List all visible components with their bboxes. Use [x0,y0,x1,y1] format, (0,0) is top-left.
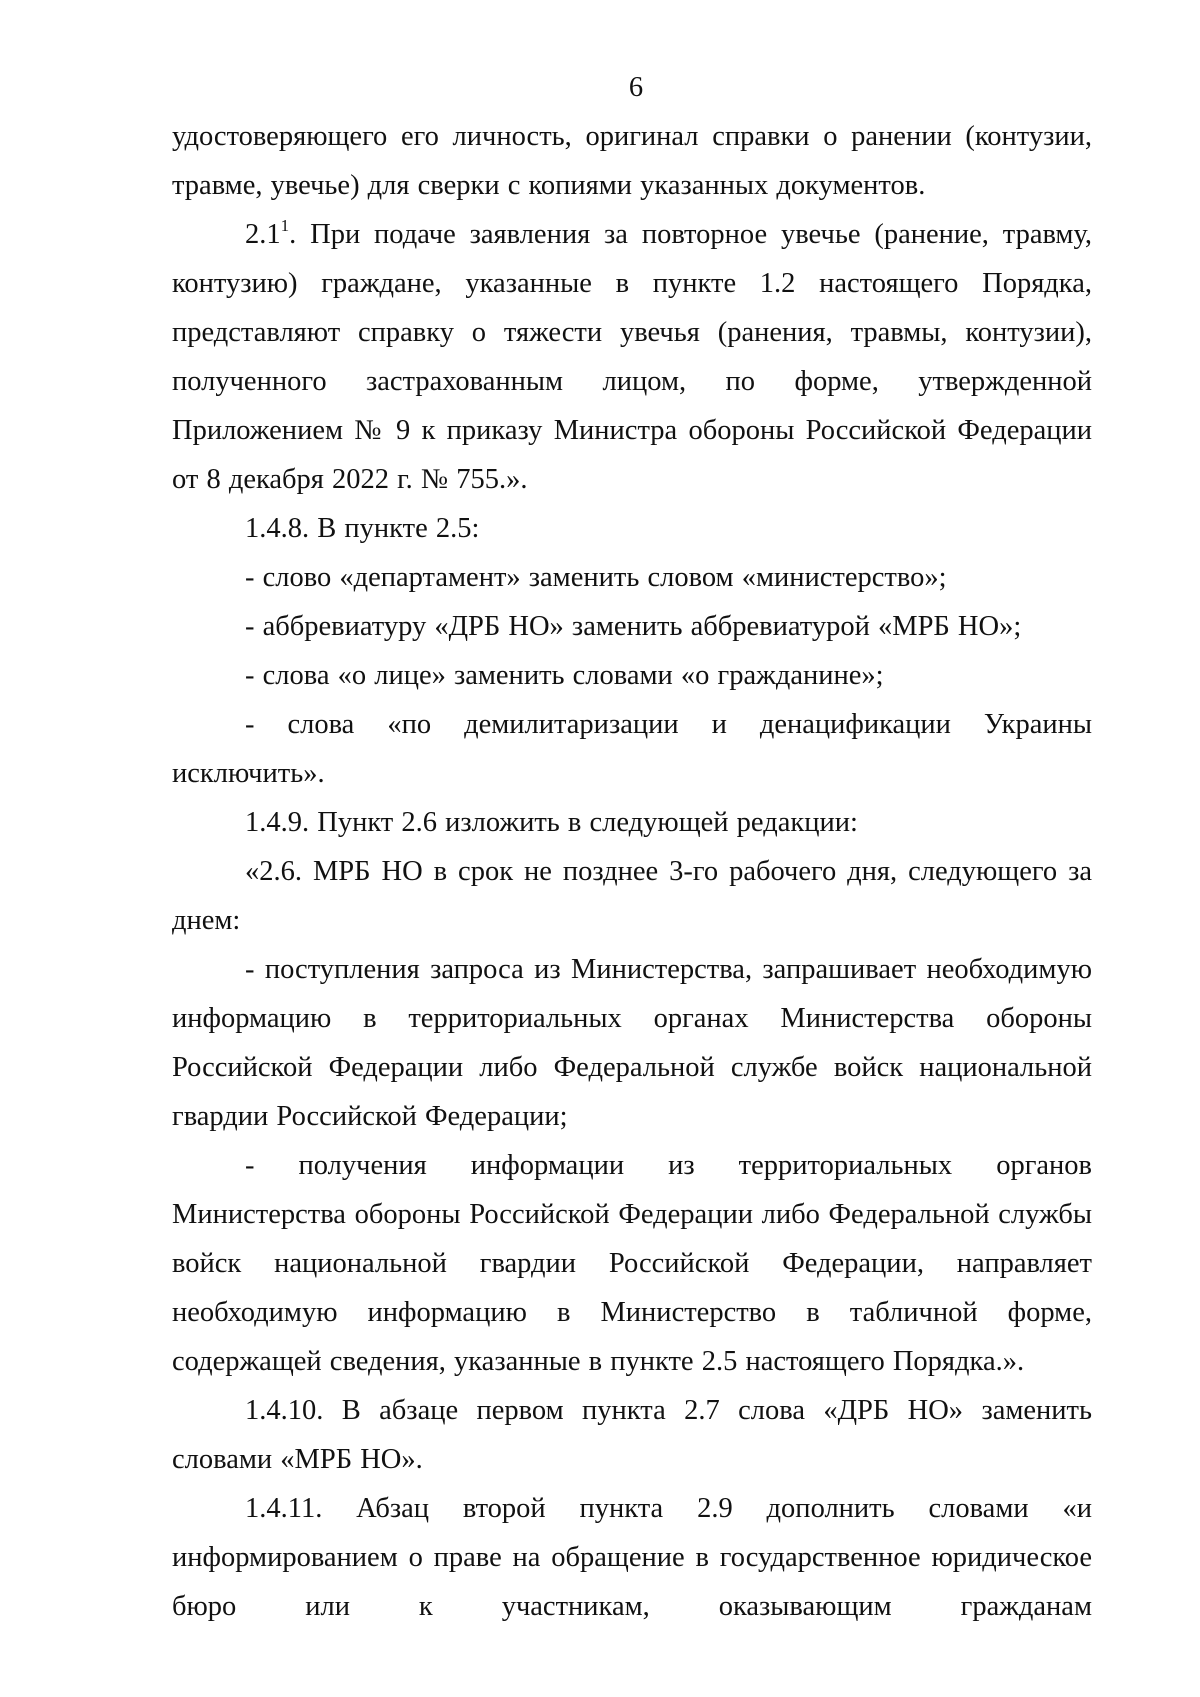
paragraph-1-4-8: 1.4.8. В пункте 2.5: [245,513,480,544]
list-item-person: - слова «о лице» заменить словами «о гражданине»; [245,660,884,691]
paragraph-number: 2.1 [245,219,281,250]
paragraph-1-4-10: 1.4.10. В абзаце первом пункта 2.7 слова «ДРБ НО» заменить словами «МРБ НО». [172,1395,1092,1475]
document-body [172,112,1092,1631]
paragraph-1-4-9: 1.4.9. Пункт 2.6 изложить в следующей редакции: [245,807,858,838]
list-item-information: - получения информации из территориальных органов Министерства обороны Российской Федерации либо Федеральной службы войск национальной гвардии Российской Федерации, направляет необходимую информацию в Министерство в табличной форме, содержащей сведения, указанные в пункте 2.5 настоящего Порядка.». [172,1150,1092,1377]
paragraph-1-4-11: 1.4.11. Абзац второй пункта 2.9 дополнить словами «и информированием о праве на обращение в государственное юридическое бюро или к участникам, оказывающим гражданам [172,1493,1092,1622]
paragraph-2-1-1 [172,210,1092,504]
list-item-department: - слово «департамент» заменить словом «министерство»; [245,562,947,593]
list-item-exclude: - слова «по демилитаризации и денацификации Украины исключить». [172,709,1092,789]
list-item-abbreviation: - аббревиатуру «ДРБ НО» заменить аббревиатурой «МРБ НО»; [245,611,1022,642]
paragraph-text: . При подаче заявления за повторное увечье (ранение, травму, контузию) граждане, указанные в пункте 1.2 настоящего Порядка, представляют справку о тяжести увечья (ранения, травмы, контузии), полученного застрахованным лицом, по форме, утвержденной Приложением № 9 к приказу Министра обороны Российской Федерации от 8 декабря 2022 г. № 755.». [172,219,1092,495]
list-item-request: - поступления запроса из Министерства, запрашивает необходимую информацию в территориальных органах Министерства обороны Российской Федерации либо Федеральной службе войск национальной гвардии Российской Федерации; [172,954,1092,1132]
paragraph-2-6: «2.6. МРБ НО в срок не позднее 3-го рабочего дня, следующего за днем: [172,856,1092,936]
paragraph-continuation: удостоверяющего его личность, оригинал справки о ранении (контузии, травме, увечье) для сверки с копиями указанных документов. [172,121,1092,201]
page-number: 6 [628,72,644,103]
superscript-marker: 1 [280,216,290,235]
